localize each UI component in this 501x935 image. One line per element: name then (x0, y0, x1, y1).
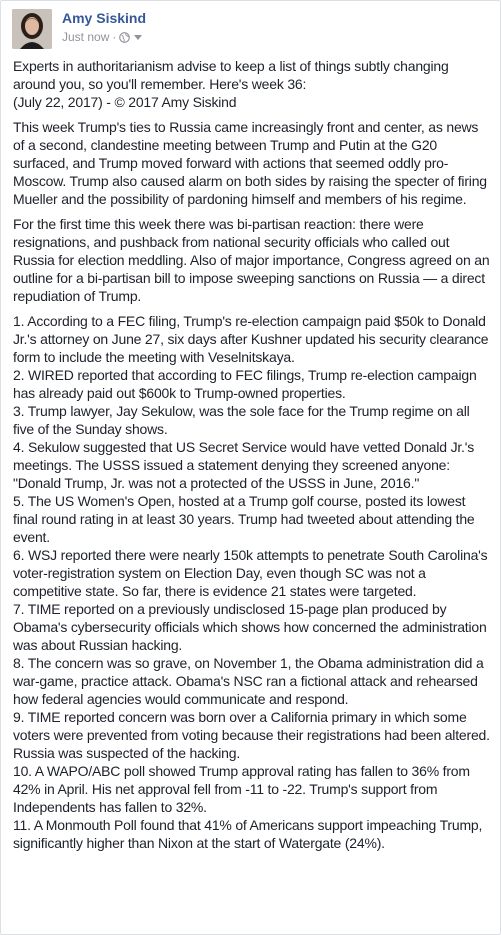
list-item: 4. Sekulow suggested that US Secret Service would have vetted Donald Jr.'s meetings. The USSS issued a statement denying they screened anyone: "Donald Trump, Jr. was not a protected of the USSS in June, 2016." (13, 439, 475, 491)
intro-line-date: (July 22, 2017) - © 2017 Amy Siskind (13, 94, 237, 110)
post-body (13, 57, 491, 852)
list-item: 10. A WAPO/ABC poll showed Trump approval rating has fallen to 36% from 42% in April. His net approval fell from -11 to -22. Trump's support from Independents has fallen to 32%. (13, 763, 470, 815)
list-item: 11. A Monmouth Poll found that 41% of Americans support impeaching Trump, significantly higher than Nixon at the start of Watergate (24%). (13, 817, 483, 851)
post-header (12, 9, 482, 49)
numbered-list (13, 312, 491, 852)
list-item: 9. TIME reported concern was born over a California primary in which some voters were prevented from voting because their registrations had been altered. Russia was suspected of the hacking. (13, 709, 490, 761)
list-item: 2. WIRED reported that according to FEC filings, Trump re-election campaign has already paid out $600k to Trump-owned properties. (13, 367, 477, 401)
avatar-image (12, 9, 52, 49)
paragraph: For the first time this week there was bi-partisan reaction: there were resignations, and pushback from national security officials who called out Russia for election meddling. Also of major importance, Congress agreed on an outline for a bi-partisan bill to impose sweeping sanctions on Russia — a direct repudiation of Trump. (13, 216, 490, 304)
author-name[interactable]: Amy Siskind (62, 10, 147, 26)
list-item: 3. Trump lawyer, Jay Sekulow, was the sole face for the Trump regime on all five of the Sunday shows. (13, 403, 470, 437)
intro-line: Experts in authoritarianism advise to keep a list of things subtly changing around you, so you'll remember. Here's week 36: (13, 58, 449, 92)
list-item: 6. WSJ reported there were nearly 150k attempts to penetrate South Carolina's voter-registration system on Election Day, even though SC was not a competitive state. So far, there is evidence 21 states were targeted. (13, 547, 488, 599)
meta-separator: · (112, 30, 117, 44)
avatar[interactable] (12, 9, 52, 49)
post-meta (62, 30, 142, 44)
post-timestamp[interactable]: Just now (62, 30, 110, 44)
chevron-down-icon[interactable] (134, 35, 142, 40)
list-item: 8. The concern was so grave, on November 1, the Obama administration did a war-game, practice attack. Obama's NSC ran a fictional attack and rehearsed how federal agencies would communicate and respond. (13, 655, 484, 707)
intro-block (13, 57, 491, 111)
list-item: 7. TIME reported on a previously undisclosed 15-page plan produced by Obama's cybersecurity officials which shows how concerned the administration was about Russian hacking. (13, 601, 487, 653)
globe-icon[interactable] (119, 32, 130, 43)
paragraph: This week Trump's ties to Russia came increasingly front and center, as news of a second, clandestine meeting between Trump and Putin at the G20 surfaced, and Trump moved forward with actions that seemed oddly pro-Moscow. Trump also caused alarm on both sides by raising the specter of firing Mueller and the possibility of pardoning himself and members of his regime. (13, 119, 487, 207)
list-item: 5. The US Women's Open, hosted at a Trump golf course, posted its lowest final round rating in at least 30 years. Trump had tweeted about attending the event. (13, 493, 475, 545)
list-item: 1. According to a FEC filing, Trump's re-election campaign paid $50k to Donald Jr.'s attorney on June 27, six days after Kushner updated his security clearance form to include the meeting with Veselnitskaya. (13, 313, 489, 365)
